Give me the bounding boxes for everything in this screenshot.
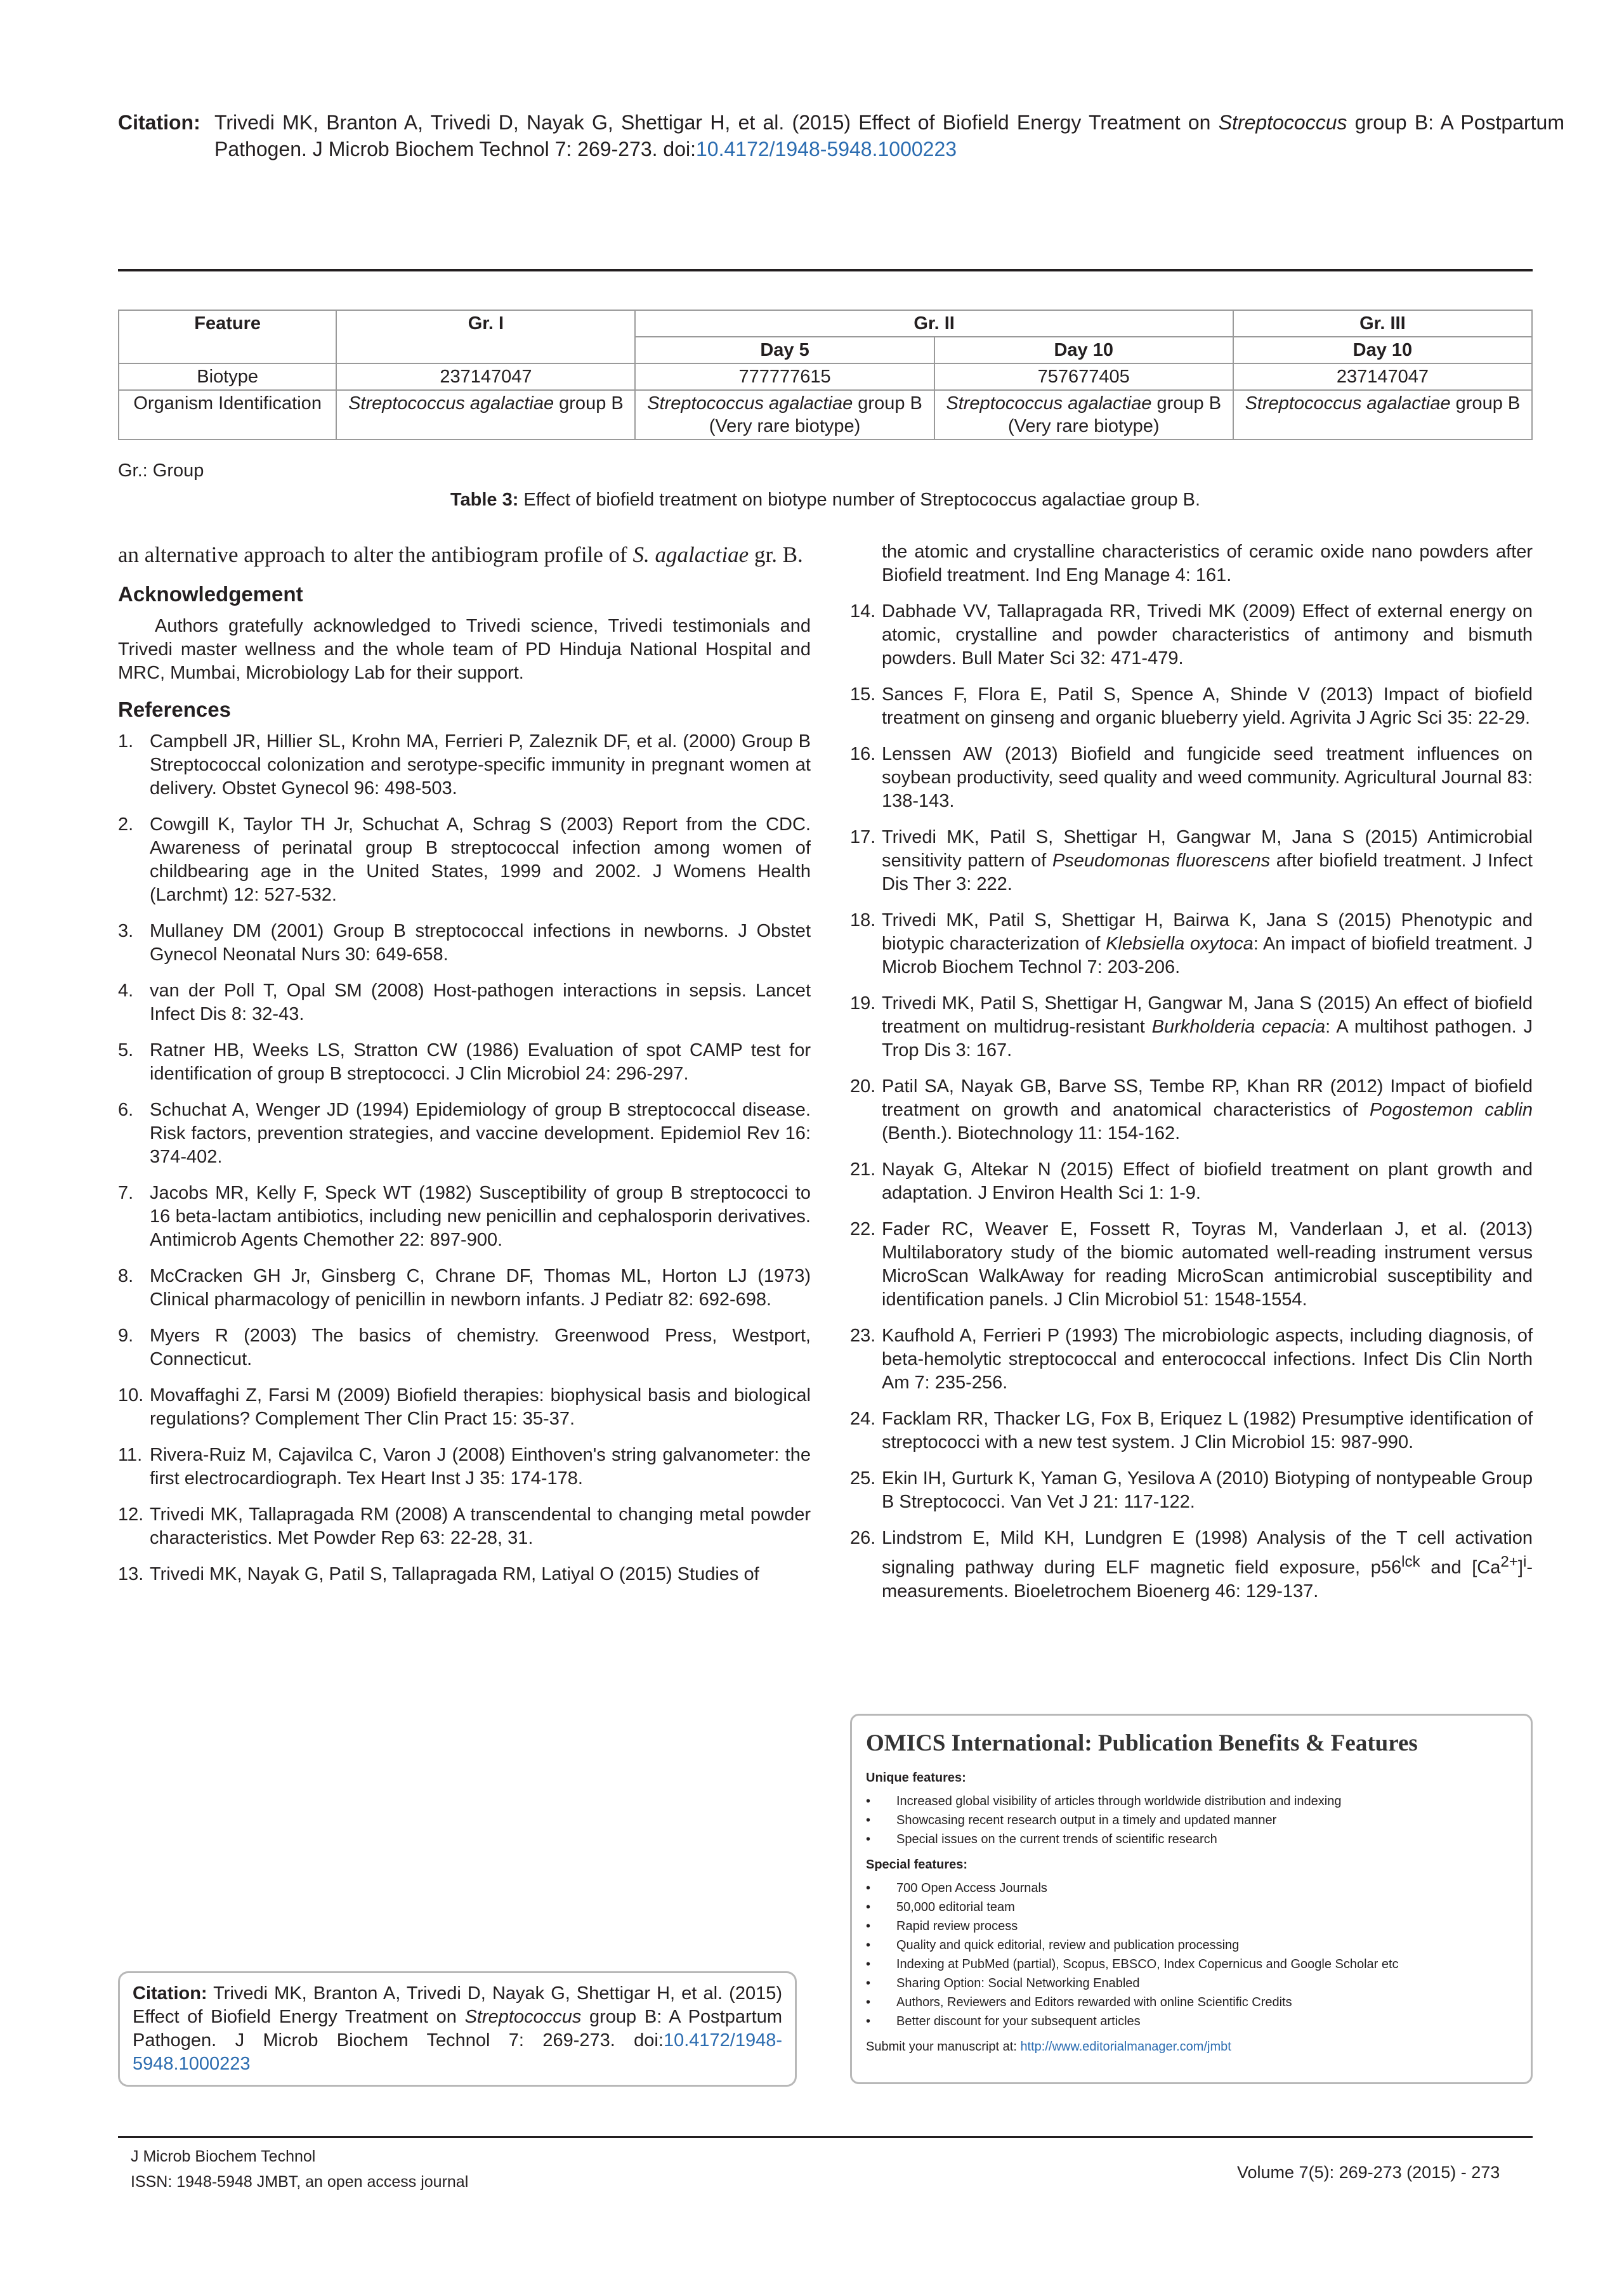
submit-manuscript: Submit your manuscript at: http://www.editorialmanager.com/jmbt xyxy=(866,2040,1231,2054)
reference-item: 2. Cowgill K, Taylor TH Jr, Schuchat A, Schrag S (2003) Report from the CDC. Awareness of perinatal group B streptococcal infection among women of childbearing age in the United States, 1999 and 2002. J Womens Health (Larchmt) 12: 527-532. xyxy=(118,814,811,905)
doi-link[interactable]: 10.4172/1948-5948.1000223 xyxy=(695,138,957,160)
reference-item: 3. Mullaney DM (2001) Group B streptococcal infections in newborns. J Obstet Gynecol Neonatal Nurs 30: 649-658. xyxy=(118,921,811,965)
acknowledgement-text: Authors gratefully acknowledged to Trivedi science, Trivedi testimonials and Trivedi master wellness and the whole team of PD Hinduja National Hospital and MRC, Mumbai, Microbiology Lab for their support. xyxy=(118,616,811,683)
left-column xyxy=(118,540,811,1599)
citation-italic: Streptococcus xyxy=(1218,111,1347,134)
reference-item: 19. Trivedi MK, Patil S, Shettigar H, Gangwar M, Jana S (2015) An effect of biofield treatment on multidrug-resistant Burkholderia cepacia: A multihost pathogen. J Trop Dis 3: 167. xyxy=(850,993,1533,1060)
biotype-gr2-day5: 777777615 xyxy=(635,363,934,390)
organism-gr2-day5: Streptococcus agalactiae group B (Very rare biotype) xyxy=(635,390,934,440)
reference-item: 1. Campbell JR, Hillier SL, Krohn MA, Ferrieri P, Zaleznik DF, et al. (2000) Group B Streptococcal colonization and serotype-specific immunity in pregnant women at delivery. Obstet Gynecol 96: 498-503. xyxy=(118,731,811,799)
row-label-biotype: Biotype xyxy=(119,363,336,390)
list-item: • Showcasing recent research output in a timely and updated manner xyxy=(866,1811,1517,1830)
reference-item: 11. Rivera-Ruiz M, Cajavilca C, Varon J (2008) Einthoven's string galvanometer: the first electrocardiograph. Tex Heart Inst J 35: 174-178. xyxy=(118,1445,811,1489)
header-gr3: Gr. III xyxy=(1233,310,1532,337)
special-features-list xyxy=(866,1879,1517,2031)
header-day10-gr3: Day 10 xyxy=(1233,337,1532,363)
reference-item: 15. Sances F, Flora E, Patil S, Spence A, Shinde V (2013) Impact of biofield treatment on ginseng and organic blueberry yield. Agrivita J Agric Sci 35: 22-29. xyxy=(850,684,1533,728)
organism-gr1: Streptococcus agalactiae group B xyxy=(336,390,635,440)
reference-item: 25. Ekin IH, Gurturk K, Yaman G, Yesilova A (2010) Biotyping of nontypeable Group B Streptococci. Van Vet J 21: 117-122. xyxy=(850,1468,1533,1512)
reference-item: 9. Myers R (2003) The basics of chemistry. Greenwood Press, Westport, Connecticut. xyxy=(118,1326,811,1369)
header-rule xyxy=(118,269,1533,271)
reference-item: 17. Trivedi MK, Patil S, Shettigar H, Gangwar M, Jana S (2015) Antimicrobial sensitivity pattern of Pseudomonas fluorescens after biofield treatment. J Infect Dis Ther 3: 222. xyxy=(850,827,1533,894)
reference-item: 18. Trivedi MK, Patil S, Shettigar H, Bairwa K, Jana S (2015) Phenotypic and biotypic characterization of Klebsiella oxytoca: An impact of biofield treatment. J Microb Biochem Technol 7: 203-206. xyxy=(850,910,1533,977)
omics-benefits-box xyxy=(850,1714,1533,2084)
doi-link[interactable]: 10.4172/1948-5948.1000223 xyxy=(133,2030,782,2074)
footer-rule xyxy=(118,2136,1533,2138)
biotype-table xyxy=(118,310,1533,440)
reference-item: 7. Jacobs MR, Kelly F, Speck WT (1982) Susceptibility of group B streptococci to 16 beta-lactam antibiotics, including new penicillin and cephalosporin derivatives. Antimicrob Agents Chemother 22: 897-900. xyxy=(118,1183,811,1250)
reference-list-left xyxy=(118,730,811,1586)
biotype-gr2-day10: 757677405 xyxy=(934,363,1233,390)
row-label-organism: Organism Identification xyxy=(119,390,336,440)
reference-item: 4. van der Poll T, Opal SM (2008) Host-pathogen interactions in sepsis. Lancet Infect Dis 8: 32-43. xyxy=(118,981,811,1024)
reference-item: 23. Kaufhold A, Ferrieri P (1993) The microbiologic aspects, including diagnosis, of beta-hemolytic streptococcal and enterococcal infections. Infect Dis Clin North Am 7: 235-256. xyxy=(850,1326,1533,1393)
omics-title: OMICS International: Publication Benefits & Features xyxy=(866,1730,1418,1756)
reference-item: 13. Trivedi MK, Nayak G, Patil S, Tallapragada RM, Latiyal O (2015) Studies of xyxy=(118,1564,759,1584)
list-item: • Better discount for your subsequent articles xyxy=(866,2012,1517,2031)
reference-item: 5. Ratner HB, Weeks LS, Stratton CW (1986) Evaluation of spot CAMP test for identification of group B streptococci. J Clin Microbiol 24: 296-297. xyxy=(118,1040,811,1084)
reference-list-right xyxy=(850,600,1533,1603)
header-day5: Day 5 xyxy=(635,337,934,363)
special-features-heading: Special features: xyxy=(866,1858,968,1872)
reference-item: 20. Patil SA, Nayak GB, Barve SS, Tembe RP, Khan RR (2012) Impact of biofield treatment on growth and anatomical characteristics of Pogostemon cablin (Benth.). Biotechnology 11: 154-162. xyxy=(850,1076,1533,1144)
editorial-manager-link[interactable]: http://www.editorialmanager.com/jmbt xyxy=(1020,2040,1231,2054)
list-item: • 700 Open Access Journals xyxy=(866,1879,1517,1898)
reference-item: 26. Lindstrom E, Mild KH, Lundgren E (1998) Analysis of the T cell activation signaling pathway during ELF magnetic field exposure, $p56^{lck}$ and $[Ca^{2+}]^i$-measurements. Bioeletrochem Bioenerg 46: 129-137. xyxy=(850,1528,1533,1601)
citation-text-end: group B: A Postpartum Pathogen. J Microb Biochem Technol 7: 269-273. doi: xyxy=(214,111,1565,160)
list-item: • Special issues on the current trends of scientific research xyxy=(866,1830,1517,1849)
header-gr1: Gr. I xyxy=(336,310,635,363)
acknowledgement-heading: Acknowledgement xyxy=(118,582,303,606)
footer-issn: ISSN: 1948-5948 JMBT, an open access journal xyxy=(131,2173,469,2191)
list-item: • Indexing at PubMed (partial), Scopus, EBSCO, Index Copernicus and Google Scholar etc xyxy=(866,1955,1517,1974)
biotype-gr1: 237147047 xyxy=(336,363,635,390)
reference-item: 21. Nayak G, Altekar N (2015) Effect of biofield treatment on plant growth and adaptation. J Environ Health Sci 1: 1-9. xyxy=(850,1159,1533,1203)
list-item: • Sharing Option: Social Networking Enabled xyxy=(866,1974,1517,1993)
reference-item: 24. Facklam RR, Thacker LG, Fox B, Eriquez L (1982) Presumptive identification of streptococci with a new test system. J Clin Microbiol 15: 987-990. xyxy=(850,1409,1533,1452)
reference-item: 14. Dabhade VV, Tallapragada RR, Trivedi MK (2009) Effect of external energy on atomic, crystalline and powder characteristics of antimony and bismuth powders. Bull Mater Sci 32: 471-479. xyxy=(850,601,1533,669)
citation-label: Citation: xyxy=(118,111,200,134)
organism-gr3-day10: Streptococcus agalactiae group B xyxy=(1233,390,1532,440)
header-day10-gr2: Day 10 xyxy=(934,337,1233,363)
reference-item: 10. Movaffaghi Z, Farsi M (2009) Biofield therapies: biophysical basis and biological regulations? Complement Ther Clin Pract 15: 35-37. xyxy=(118,1385,811,1429)
organism-gr2-day10: Streptococcus agalactiae group B (Very rare biotype) xyxy=(934,390,1233,440)
list-item: • Authors, Reviewers and Editors rewarded with online Scientific Credits xyxy=(866,1993,1517,2012)
header-gr2: Gr. II xyxy=(635,310,1233,337)
top-citation xyxy=(118,109,1564,162)
reference-item: 6. Schuchat A, Wenger JD (1994) Epidemiology of group B streptococcal disease. Risk factors, prevention strategies, and vaccine development. Epidemiol Rev 16: 374-402. xyxy=(118,1100,811,1167)
right-column xyxy=(850,540,1533,1616)
reference-13-continued: the atomic and crystalline characteristics of ceramic oxide nano powders after Biofield treatment. Ind Eng Manage 4: 161. xyxy=(882,542,1533,585)
reference-item: 22. Fader RC, Weaver E, Fossett R, Toyras M, Vanderlaan J, et al. (2013) Multilaboratory study of the biomic automated well-reading instrument versus MicroScan WalkAway for reading MicroScan antimicrobial susceptibility and identification panels. J Clin Microbiol 51: 1548-1554. xyxy=(850,1219,1533,1310)
footer-journal: J Microb Biochem Technol xyxy=(131,2148,316,2165)
table-footnote: Gr.: Group xyxy=(118,460,204,481)
unique-features-list xyxy=(866,1792,1517,1849)
citation-text: Trivedi MK, Branton A, Trivedi D, Nayak G, Shettigar H, et al. (2015) Effect of Biofield Energy Treatment on xyxy=(214,111,1219,134)
table-row xyxy=(119,390,1532,440)
table-row xyxy=(119,363,1532,390)
reference-item: 8. McCracken GH Jr, Ginsberg C, Chrane DF, Thomas ML, Horton LJ (1973) Clinical pharmacology of penicillin in newborn infants. J Pediatr 82: 692-698. xyxy=(118,1266,811,1310)
unique-features-heading: Unique features: xyxy=(866,1771,966,1785)
citation-box: Citation: Trivedi MK, Branton A, Trivedi D, Nayak G, Shettigar H, et al. (2015) Effect of Biofield Energy Treatment on Streptococcus group B: A Postpartum Pathogen. J Microb Biochem Technol 7: 269-273. doi:10.4172/1948-5948.1000223 xyxy=(118,1971,797,2087)
reference-item: 12. Trivedi MK, Tallapragada RM (2008) A transcendental to changing metal powder characteristics. Met Powder Rep 63: 22-28, 31. xyxy=(118,1504,811,1548)
reference-item: 16. Lenssen AW (2013) Biofield and fungicide seed treatment influences on soybean productivity, seed quality and weed community. Agricultural Journal 83: 138-143. xyxy=(850,744,1533,811)
list-item: • Quality and quick editorial, review and publication processing xyxy=(866,1936,1517,1955)
intro-paragraph: an alternative approach to alter the antibiogram profile of S. agalactiae gr. B. xyxy=(118,542,803,567)
footer-volume: Volume 7(5): 269-273 (2015) - 273 xyxy=(1237,2163,1500,2182)
list-item: • Increased global visibility of articles through worldwide distribution and indexing xyxy=(866,1792,1517,1811)
table-caption: Table 3: Effect of biofield treatment on biotype number of Streptococcus agalactiae group B. xyxy=(450,490,1201,510)
header-feature: Feature xyxy=(119,310,336,363)
references-heading: References xyxy=(118,698,231,721)
list-item: • 50,000 editorial team xyxy=(866,1898,1517,1917)
biotype-gr3-day10: 237147047 xyxy=(1233,363,1532,390)
list-item: • Rapid review process xyxy=(866,1917,1517,1936)
